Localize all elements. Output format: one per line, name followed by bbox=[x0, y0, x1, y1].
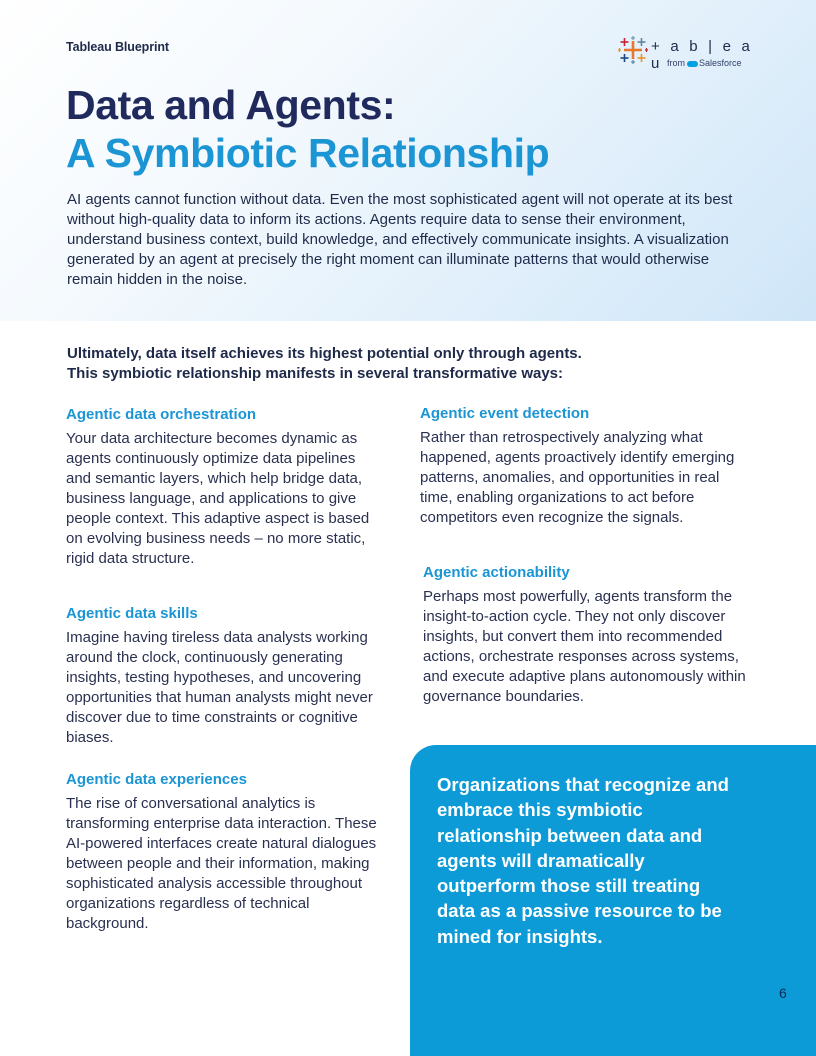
section-body: Rather than retrospectively analyzing what happened, agents proactively identify emerging patterns, anomalies, and opportunities in real time, enabling organizations to act before competitors even recognize the signals. bbox=[420, 429, 735, 526]
section-agentic-actionability bbox=[423, 563, 751, 707]
tableau-logo bbox=[618, 36, 758, 72]
section-heading: Agentic data skills bbox=[66, 605, 198, 622]
section-body: Your data architecture becomes dynamic as agents continuously optimize data pipelines and semantic layers, which help bridge data, business language, and applications to give people context. This adaptive aspect is based on evolving business needs – no more static, rigid data structure. bbox=[66, 430, 370, 567]
section-body: Perhaps most powerfully, agents transform the insight-to-action cycle. They not only discover insights, but convert them into recommended actions, orchestrate responses across systems, and execute adaptive plans autonomously within governance boundaries. bbox=[423, 588, 746, 705]
callout-box bbox=[410, 745, 816, 1056]
section-body: The rise of conversational analytics is transforming enterprise data interaction. These AI-powered interfaces create natural dialogues between people and their information, making sophisticated analysis accessible throughout organizations regardless of technical background. bbox=[66, 795, 377, 932]
lead-line-2: This symbiotic relationship manifests in several transformative ways: bbox=[67, 365, 564, 382]
salesforce-cloud-icon bbox=[687, 61, 698, 67]
section-heading: Agentic data experiences bbox=[66, 771, 247, 788]
lead-paragraph bbox=[67, 344, 717, 384]
logo-wordmark: + a b | e a u bbox=[651, 38, 754, 72]
logo-subline bbox=[667, 58, 742, 68]
section-body: Imagine having tireless data analysts working around the clock, continuously generating insights, testing hypotheses, and uncovering opportunities that human analysts might never discover due to time constraints or cognitive biases. bbox=[66, 629, 373, 746]
tableau-cross-logo-icon bbox=[618, 36, 648, 64]
lead-line-1: Ultimately, data itself achieves its highest potential only through agents. bbox=[67, 345, 582, 362]
logo-sub-prefix: from bbox=[667, 58, 685, 68]
section-agentic-data-orchestration bbox=[66, 405, 384, 569]
section-heading: Agentic actionability bbox=[423, 564, 570, 581]
page-title-line-1: Data and Agents: bbox=[66, 82, 396, 128]
section-agentic-data-experiences bbox=[66, 770, 378, 934]
brand-label: Tableau Blueprint bbox=[66, 40, 169, 54]
section-agentic-event-detection bbox=[420, 404, 738, 528]
page-number: 6 bbox=[779, 985, 787, 1001]
callout-text: Organizations that recognize and embrace this symbiotic relationship between data and agents will dramatically outperform those still treating data as a passive resource to be mined for insights. bbox=[437, 774, 729, 947]
section-heading: Agentic data orchestration bbox=[66, 406, 257, 423]
section-agentic-data-skills bbox=[66, 604, 384, 748]
section-heading: Agentic event detection bbox=[420, 405, 590, 422]
intro-paragraph: AI agents cannot function without data. Even the most sophisticated agent will not operate at its best without high-quality data to inform its actions. Agents require data to sense their environment, understand business context, build knowledge, and effectively communicate insights. A visualization generated by an agent at precisely the right moment can illuminate patterns that would otherwise remain hidden in the noise. bbox=[67, 191, 733, 288]
page-title-line-2: A Symbiotic Relationship bbox=[66, 130, 550, 176]
header-banner bbox=[0, 0, 816, 321]
logo-sub-brand: Salesforce bbox=[699, 58, 742, 68]
